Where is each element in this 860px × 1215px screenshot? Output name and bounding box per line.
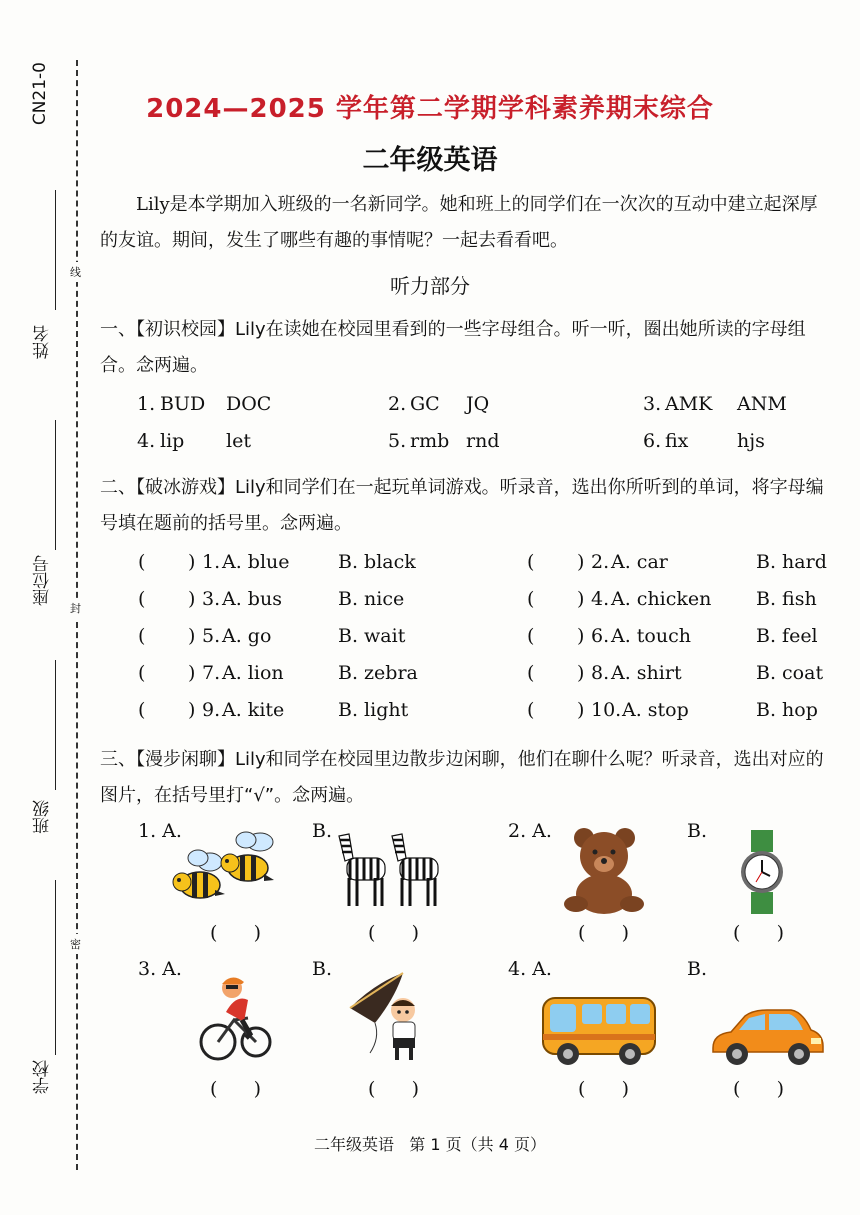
s2-item2-paren-open: ( [527, 551, 535, 573]
car-icon [707, 1008, 827, 1066]
s1-item5-a: rmb [410, 430, 450, 452]
s2-item6-a: A. touch [611, 625, 691, 647]
teddy-bear-icon [562, 826, 647, 916]
s2-item10-b: B. hop [756, 699, 818, 721]
s2-item3-a: A. bus [222, 588, 282, 610]
school-label: 学校 [33, 1060, 53, 1094]
s2-item1-b: B. black [338, 551, 416, 573]
s2-item8-paren-close[interactable]: ) [577, 662, 585, 684]
s2-item10-paren-close[interactable]: ) [577, 699, 585, 721]
s3-label-4a: 4. A. [508, 958, 552, 980]
intro-paragraph: Lily是本学期加入班级的一名新同学。她和班上的同学们在一次次的互动中建立起深厚的友谊。期间，发生了哪些有趣的事情呢？一起去看看吧。 [100, 194, 818, 251]
class-line [55, 660, 56, 790]
s2-item10-num: 10. [591, 699, 622, 721]
listening-part-heading: 听力部分 [390, 274, 470, 298]
s1-item6-a: fix [665, 430, 689, 452]
s2-item7-a: A. lion [222, 662, 284, 684]
s2-item2-paren-close[interactable]: ) [577, 551, 585, 573]
s2-item5-num: 5. [202, 625, 221, 647]
s1-item1-b: DOC [226, 393, 272, 415]
s1-item5-num: 5. [388, 430, 407, 452]
s2-item4-b: B. fish [756, 588, 817, 610]
s2-item3-num: 3. [202, 588, 221, 610]
s1-item1-a: BUD [160, 393, 206, 415]
s2-item9-b: B. light [338, 699, 409, 721]
class-label: 班级 [33, 800, 53, 834]
cyclist-icon [198, 972, 273, 1067]
s2-item10-paren-open: ( [527, 699, 535, 721]
s2-item9-paren-open: ( [138, 699, 146, 721]
s2-item6-paren-open: ( [527, 625, 535, 647]
s1-item4-a: lip [160, 430, 185, 452]
s3-label-1b: B. [312, 820, 333, 842]
s2-item3-paren-open: ( [138, 588, 146, 610]
s2-item2-num: 2. [591, 551, 610, 573]
seat-label: 座位号 [33, 555, 53, 606]
s1-item5-b: rnd [466, 430, 500, 452]
section1-instruction: 一、【初识校园】Lily在读她在校园里看到的一些字母组合。听一听，圈出她所读的字母组合。念两遍。 [100, 319, 806, 376]
s2-item2-a: A. car [611, 551, 668, 573]
s2-item1-paren-open: ( [138, 551, 146, 573]
s3-label-3b: B. [312, 958, 333, 980]
s2-item4-num: 4. [591, 588, 610, 610]
s2-item6-b: B. feel [756, 625, 818, 647]
seal-mi: 密 [70, 934, 81, 954]
s1-item3-num: 3. [643, 393, 662, 415]
s3-answer-1a[interactable]: ( ) [210, 922, 262, 944]
flying-kite-boy-icon [345, 968, 430, 1063]
s2-item5-paren-open: ( [138, 625, 146, 647]
s3-answer-3a[interactable]: ( ) [210, 1078, 262, 1100]
section3-instruction: 三、【漫步闲聊】Lily和同学在校园里边散步边闲聊，他们在聊什么呢？听录音，选出对应的图片，在括号里打“√”。念两遍。 [100, 749, 824, 806]
s3-answer-4a[interactable]: ( ) [578, 1078, 630, 1100]
exam-title: 2024—2025 学年第二学期学科素养期末综合 [146, 94, 714, 124]
exam-code: CN21-0 [30, 62, 50, 126]
page-footer: 二年级英语 第 1 页（共 4 页） [314, 1135, 546, 1154]
exam-subtitle: 二年级英语 [362, 145, 498, 176]
s3-answer-2a[interactable]: ( ) [578, 922, 630, 944]
s2-item5-paren-close[interactable]: ) [188, 625, 196, 647]
s1-item4-num: 4. [137, 430, 156, 452]
s1-item4-b: let [226, 430, 251, 452]
s2-item4-paren-open: ( [527, 588, 535, 610]
s2-item7-num: 7. [202, 662, 221, 684]
s2-item4-paren-close[interactable]: ) [577, 588, 585, 610]
s2-item7-b: B. zebra [338, 662, 418, 684]
s3-label-2a: 2. A. [508, 820, 552, 842]
s2-item5-a: A. go [222, 625, 272, 647]
s2-item7-paren-open: ( [138, 662, 146, 684]
bus-icon [540, 992, 658, 1067]
s1-item2-num: 2. [388, 393, 407, 415]
s3-label-4b: B. [687, 958, 708, 980]
s2-item8-num: 8. [591, 662, 610, 684]
s1-item6-b: hjs [737, 430, 765, 452]
s3-label-3a: 3. A. [138, 958, 182, 980]
s3-label-1a: 1. A. [138, 820, 182, 842]
s3-answer-4b[interactable]: ( ) [733, 1078, 785, 1100]
seal-xian: 线 [70, 262, 81, 282]
s3-answer-1b[interactable]: ( ) [368, 922, 420, 944]
s2-item10-a: A. stop [622, 699, 689, 721]
seal-feng: 封 [70, 598, 81, 618]
s3-answer-3b[interactable]: ( ) [368, 1078, 420, 1100]
section2-instruction: 二、【破冰游戏】Lily和同学们在一起玩单词游戏。听录音，选出你所听到的单词，将字母编号填在题前的括号里。念两遍。 [100, 477, 824, 534]
s2-item9-num: 9. [202, 699, 221, 721]
s2-item2-b: B. hard [756, 551, 827, 573]
s2-item8-b: B. coat [756, 662, 824, 684]
bees-icon [170, 830, 280, 915]
watch-icon [737, 830, 787, 915]
s2-item1-paren-close[interactable]: ) [188, 551, 196, 573]
s2-item3-paren-close[interactable]: ) [188, 588, 196, 610]
s2-item6-paren-close[interactable]: ) [577, 625, 585, 647]
seat-line [55, 420, 56, 550]
school-line [55, 880, 56, 1055]
s3-label-2b: B. [687, 820, 708, 842]
zebras-icon [335, 828, 450, 913]
s2-item1-num: 1. [202, 551, 221, 573]
s1-item3-b: ANM [737, 393, 787, 415]
s1-item1-num: 1. [137, 393, 156, 415]
s2-item6-num: 6. [591, 625, 610, 647]
s2-item4-a: A. chicken [611, 588, 712, 610]
s2-item8-a: A. shirt [611, 662, 682, 684]
s3-answer-2b[interactable]: ( ) [733, 922, 785, 944]
s2-item3-b: B. nice [338, 588, 405, 610]
name-label: 姓名 [33, 325, 53, 359]
s2-item7-paren-close[interactable]: ) [188, 662, 196, 684]
s2-item8-paren-open: ( [527, 662, 535, 684]
s1-item2-a: GC [410, 393, 440, 415]
s2-item9-paren-close[interactable]: ) [188, 699, 196, 721]
s2-item1-a: A. blue [222, 551, 290, 573]
s2-item5-b: B. wait [338, 625, 406, 647]
s1-item2-b: JQ [466, 393, 490, 415]
s1-item6-num: 6. [643, 430, 662, 452]
s2-item9-a: A. kite [222, 699, 285, 721]
s1-item3-a: AMK [665, 393, 713, 415]
